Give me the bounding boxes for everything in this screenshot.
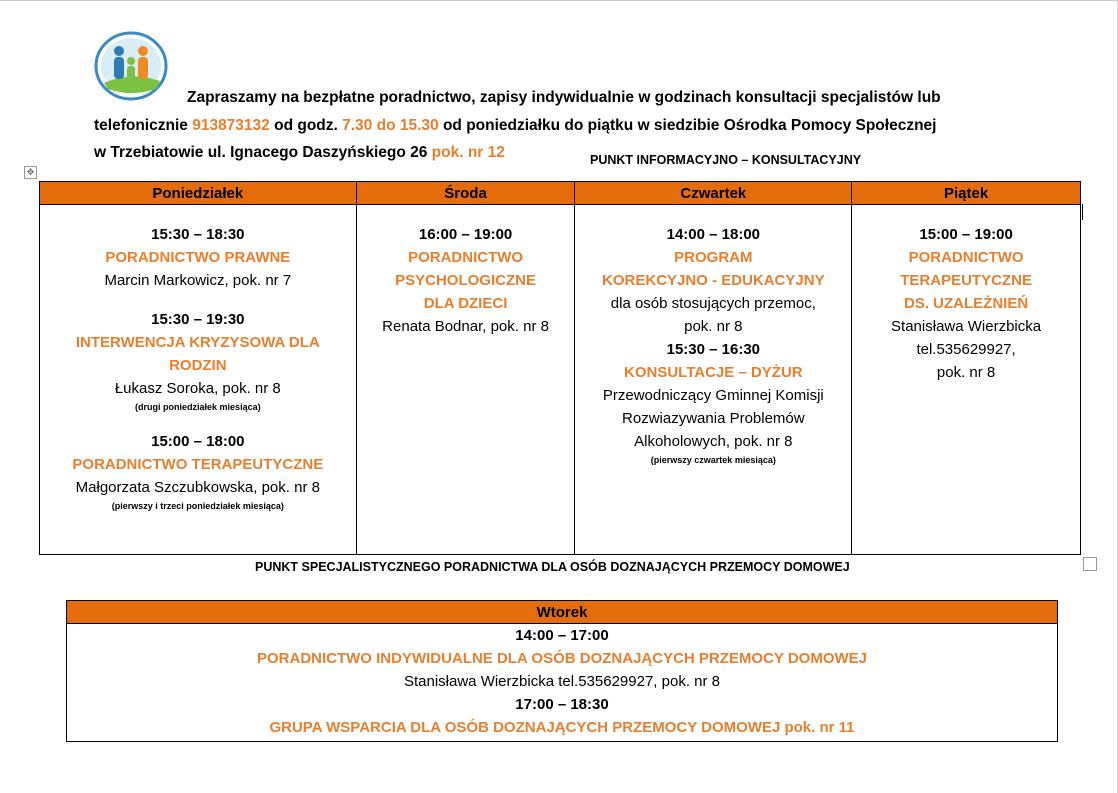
event-time: 14:00 – 17:00	[515, 627, 609, 644]
intro-address: w Trzebiatowie ul. Ignacego Daszyńskiego 26	[94, 144, 428, 161]
intro-line-2	[94, 117, 936, 135]
event-person: Marcin Markowicz, pok. nr 7	[104, 272, 292, 289]
event-service: PROGRAM	[674, 249, 753, 266]
text-cursor	[1082, 204, 1083, 220]
event-time: 17:00 – 18:30	[515, 696, 609, 713]
intro-text: od godz.	[274, 117, 338, 134]
schedule-table	[39, 181, 1081, 555]
event-service: PORADNICTWO PRAWNE	[105, 249, 291, 266]
tuesday-header-row	[67, 601, 1058, 624]
event-description: Alkoholowych, pok. nr 8	[634, 433, 793, 450]
event-person: Małgorzata Szczubkowska, pok. nr 8	[75, 479, 320, 496]
thursday-cell[interactable]	[575, 205, 852, 555]
friday-cell[interactable]	[852, 205, 1081, 555]
table-move-handle-icon[interactable]: ✥	[24, 166, 37, 179]
event-person: Renata Bodnar, pok. nr 8	[382, 318, 549, 335]
event-service: INTERWENCJA KRYZYSOWA DLA	[75, 334, 320, 351]
page-top-border	[0, 0, 1118, 1]
event-time: 15:30 – 16:30	[666, 341, 761, 358]
event-service: PORADNICTWO INDYWIDUALNE DLA OSÓB DOZNAJĄCYCH PRZEMOCY DOMOWEJ	[256, 650, 867, 667]
event-description: Przewodniczący Gminnej Komisji	[602, 387, 824, 404]
table-resize-handle-icon[interactable]	[1083, 557, 1097, 571]
event-time: 15:30 – 19:30	[151, 311, 245, 328]
event-note: (drugi poniedziałek miesiąca)	[135, 402, 261, 412]
wednesday-cell[interactable]	[356, 205, 575, 555]
event-person: Łukasz Soroka, pok. nr 8	[114, 380, 281, 397]
event-service: PSYCHOLOGICZNE	[395, 272, 536, 289]
intro-line-3	[94, 144, 505, 162]
event-phone: tel.535629927,	[916, 341, 1016, 358]
event-time: 15:30 – 18:30	[151, 226, 245, 243]
event-time: 15:00 – 18:00	[151, 433, 245, 450]
event-time: 16:00 – 19:00	[418, 226, 513, 243]
event-person: Stanisława Wierzbicka	[891, 318, 1042, 335]
event-time: 15:00 – 19:00	[919, 226, 1013, 243]
tuesday-body-row	[67, 624, 1058, 742]
event-room: pok. nr 8	[936, 364, 996, 381]
intro-phone: 913873132	[192, 117, 270, 134]
event-service: PORADNICTWO	[408, 249, 524, 266]
day-header-monday: Poniedziałek	[40, 182, 357, 205]
event-service: GRUPA WSPARCIA DLA OSÓB DOZNAJĄCYCH PRZEMOCY DOMOWEJ pok. nr 11	[269, 719, 855, 736]
section-heading-violence-point: PUNKT SPECJALISTYCZNEGO PORADNICTWA DLA OSÓB DOZNAJĄCYCH PRZEMOCY DOMOWEJ	[255, 560, 850, 574]
tuesday-table	[66, 600, 1058, 742]
event-service: PORADNICTWO	[908, 249, 1024, 266]
event-description: Rozwiazywania Problemów	[622, 410, 805, 427]
day-header-tuesday: Wtorek	[67, 601, 1058, 624]
event-service: RODZIN	[169, 357, 227, 374]
day-header-wednesday: Środa	[356, 182, 575, 205]
intro-text: telefonicznie	[94, 117, 188, 134]
intro-text: od poniedziałku do piątku w siedzibie Ośrodka Pomocy Społecznej	[442, 117, 937, 134]
schedule-body-row	[40, 205, 1081, 555]
intro-line-1: Zapraszamy na bezpłatne poradnictwo, zapisy indywidualnie w godzinach konsultacji specjalistów lub	[187, 89, 941, 106]
section-heading-info-point: PUNKT INFORMACYJNO – KONSULTACYJNY	[590, 153, 862, 167]
event-person: Stanisława Wierzbicka tel.535629927, pok. nr 8	[403, 673, 720, 690]
monday-cell[interactable]	[40, 205, 357, 555]
day-header-thursday: Czwartek	[575, 182, 852, 205]
tuesday-cell[interactable]	[67, 624, 1058, 742]
event-service: DS. UZALEŻNIEŃ	[903, 295, 1029, 312]
family-logo-icon	[94, 31, 168, 101]
event-service: TERAPEUTYCZNE	[900, 272, 1032, 289]
day-header-friday: Piątek	[852, 182, 1081, 205]
schedule-header-row	[40, 182, 1081, 205]
event-note: (pierwszy czwartek miesiąca)	[650, 455, 776, 465]
event-service: KONSULTACJE – DYŻUR	[624, 364, 803, 381]
event-description: pok. nr 8	[684, 318, 743, 335]
event-service: KOREKCYJNO - EDUKACYJNY	[602, 272, 825, 289]
event-description: dla osób stosujących przemoc,	[610, 295, 816, 312]
intro-room: pok. nr 12	[431, 144, 505, 161]
intro-hours: 7.30 do 15.30	[342, 117, 439, 134]
event-service: PORADNICTWO TERAPEUTYCZNE	[72, 456, 324, 473]
event-service: DLA DZIECI	[423, 295, 508, 312]
event-time: 14:00 – 18:00	[666, 226, 761, 243]
event-note: (pierwszy i trzeci poniedziałek miesiąca)	[111, 501, 284, 511]
